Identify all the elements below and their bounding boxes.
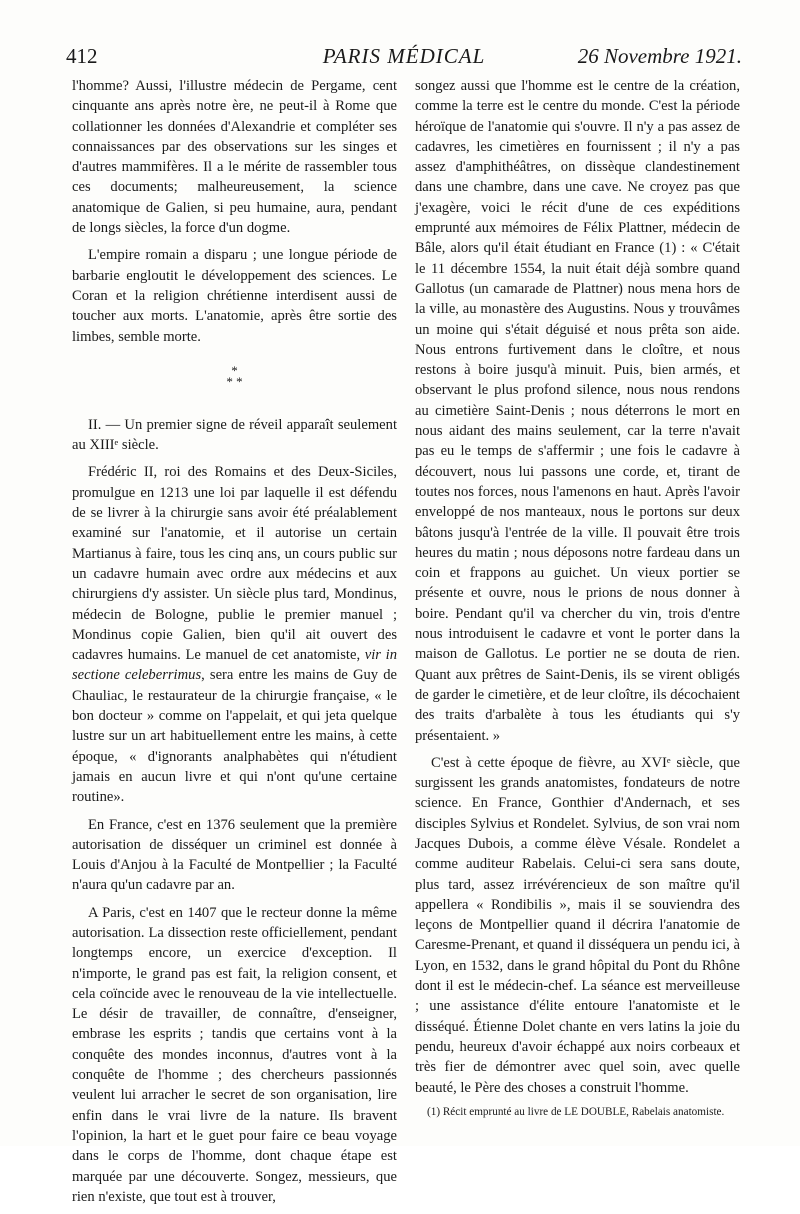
paragraph-section-ii: II. — Un premier signe de réveil apparaît seulement au XIIIᵉ siècle. — [72, 416, 397, 454]
paragraph-paris-1407: A Paris, c'est en 1407 que le recteur donne la même autorisation. La dissection reste officiellement, pendant longtemps encore, un exercice d'exception. Il n'importe, le grand pas est fait, la religion consent, et cela coïncide avec le renouveau de la vie intellectuelle. Le désir de travailler, de connaître, d'enseigner, embrase les esprits ; tandis que certains vont à la conquête des mondes inconnus, d'autres vont à la conquête de l'homme ; des chercheurs passionnés veulent lui arracher le secret de son organisation, lire enfin dans le vrai livre de la nature. Ils bravent l'opinion, la hart et le guet pour faire ce beau voyage dans le corps de l'homme, dont chaque étape est marquée par une découverte. Songez, messieurs, que rien n'existe, que tout est à trouver, — [72, 904, 397, 1205]
paragraph-plattner: songez aussi que l'homme est le centre de la création, comme la terre est le centre du monde. C'est la période héroïque de l'anatomie qui s'ouvre. Il n'y a pas assez de cadavres, les cimetières en fournissent ; il n'y a pas assez d'amphithéâtres, on dissèque clandestinement dans une chambre, dans une cave. Ne croyez pas que j'exagère, voici le récit d'une de ces expéditions emprunté aux mémoires de Félix Plattner, médecin de Bâle, alors qu'il était étudiant en France (1) : « C'était le 11 décembre 1554, la nuit était déjà sombre quand Gallotus (un camarade de Plattner) nous mena hors de la ville, au monastère des Augustins. Nous y trouvâmes un moine qui s'était déguisé et nous prêta son aide. Nous entrons furtivement dans le cloître, et nous restons à boire jusqu'à minuit. Puis, bien armés, et observant le plus profond silence, nous nous rendons au cimetière Saint-Denis ; nous déterrons le mort en nous aidant des mains seulement, car la terre n'avait pas eu le temps de s'affermir ; une fois le cadavre à découvert, nous lui passons une corde, et, tirant de toutes nos forces, nous l'amenons en haut. Après l'avoir enveloppé de nos manteaux, nous le portons sur deux bâtons jusqu'à l'entrée de la ville. Il pouvait être trois heures du matin ; nous déposons notre fardeau dans un coin et frappons au guichet. Un vieux portier se présente et ouvre, nous le prions de nous donner à boire. Pendant qu'il va chercher du vin, trois d'entre nous introduisent le cadavre et vont le porter dans la maison de Gallotus. Le portier ne se douta de rien. Quant aux prêtres de Saint-Denis, ils se virent obligés de garder le cimetière, et de leur cloître, ils décochaient des traits d'arbalète à tous les étudiants qui s'y présentaient. » — [415, 78, 740, 744]
right-column — [415, 76, 740, 1119]
paragraph-frederic-ii — [72, 462, 397, 807]
paragraph-frederic-ii-text-a: Frédéric II, roi des Romains et des Deux-Siciles, promulgue en 1213 une loi par laquelle il est défendu de se livrer à la chirurgie sans avoir été préalablement examiné sur l'anatomie, et il autorise un certain Martianus à faire, tous les cinq ans, un cours public sur un cadavre humain avec ordre aux médecins et aux chirurgiens d'y assister. Un siècle plus tard, Mondinus, médecin de Bologne, publie le premier manuel ; Mondinus copie Galien, bien qu'il ait ouvert des cadavres humains. Le manuel de cet anatomiste, — [72, 464, 397, 664]
footnote: (1) Récit emprunté au livre de LE DOUBLE, Rabelais anatomiste. — [427, 1105, 725, 1118]
left-column — [72, 76, 397, 1214]
paragraph-xvie-siecle: C'est à cette époque de fièvre, au XVIᵉ siècle, que surgissent les grands anatomistes, fondateurs de notre science. En France, Gonthier d'Andernach, et ses disciples Sylvius et Rondelet. Sylvius, de son vrai nom Jacques Dubois, a comme élève Vésale. Rondelet a comme auditeur Rabelais. Celui-ci sera sans doute, plus tard, assez irrévérencieux de son maître qu'il appellera « Rondibilis », mais il se souviendra des leçons de Montpellier quand il décrira l'anatomie de Caresme-Prenant, et quand il disséquera un pendu ici, à Lyon, en 1532, dans le grand hôpital du Pont du Rhône dont il est le médecin-chef. La séance est merveilleuse ; une assistance d'élite entoure l'anatomiste et le disséqué. Étienne Dolet chante en vers latins la joie du pendu, heureux d'avoir échappé aux noirs corbeaux et très fier de démontrer avec quel soin, avec quelle beauté, le Père des choses a construit l'homme. — [415, 754, 740, 1096]
latin-quote: vir in sectione celeberrimus — [72, 647, 397, 684]
page-header — [66, 44, 742, 74]
journal-title: PARIS MÉDICAL — [322, 44, 486, 68]
section-separator — [72, 362, 397, 389]
separator-stars-bottom: * * — [226, 373, 243, 389]
page-number: 412 — [66, 44, 98, 68]
issue-date: 26 Novembre 1921. — [577, 44, 742, 68]
paragraph-frederic-ii-text-b: , sera entre les mains de Guy de Chauliac, le restaurateur de la chirurgie française, « le bon docteur » comme on l'appelait, et qui jeta quelque lustre sur un art habituellement entre les mains, à cette époque, « d'ignorants analphabètes qui n'étudient jamais en aucun livre et qui n'ont qu'une certaine routine». — [72, 667, 397, 806]
paragraph-galien: l'homme? Aussi, l'illustre médecin de Pergame, cent cinquante ans après notre ère, ne peut-il à Rome que collationner les données d'Alexandrie et compléter ses connaissances par des observations sur les singes et d'autres mammifères. Il a le mérite de rassembler tous ces documents; malheureusement, la science anatomique de Galien, si peu humaine, aura, pendant de longs siècles, la force d'un dogme. — [72, 78, 397, 237]
separator-star-top: * — [231, 362, 238, 378]
paragraph-france-1376: En France, c'est en 1376 seulement que la première autorisation de disséquer un criminel est donnée à Louis d'Anjou à la Faculté de Montpellier ; la Faculté n'aura qu'un cadavre par an. — [72, 816, 397, 894]
paragraph-empire-romain: L'empire romain a disparu ; une longue période de barbarie engloutit le développement des sciences. Le Coran et la religion chrétienne interdisent aussi de toucher aux morts. L'anatomie, après être sortie des limbes, semble morte. — [72, 247, 397, 345]
